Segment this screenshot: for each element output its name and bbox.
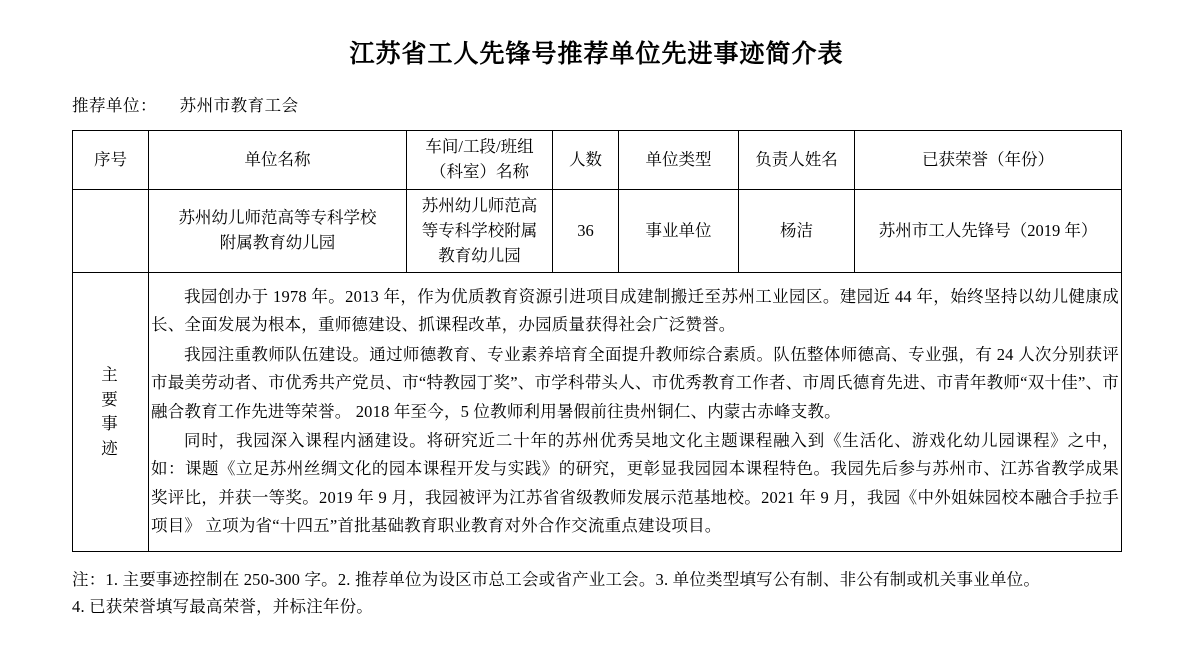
header-honors: 已获荣誉（年份） bbox=[855, 131, 1122, 190]
deeds-label-char-3: 迹 bbox=[101, 439, 120, 458]
table-header-row bbox=[73, 131, 1122, 190]
recommend-unit-label: 推荐单位： bbox=[72, 96, 157, 115]
deeds-row-label bbox=[73, 273, 149, 552]
cell-seq bbox=[73, 190, 149, 273]
deeds-paragraph: 我园创办于 1978 年。2013 年，作为优质教育资源引进项目成建制搬迁至苏州工业园区。建园近 44 年，始终坚持以幼儿健康成长、全面发展为根本，重师德建设、抓课程改革，办园质量获得社会广泛赞誉。 bbox=[151, 287, 1119, 335]
header-seq: 序号 bbox=[73, 131, 149, 190]
header-dept-name-line1: 车间/工段/班组 bbox=[425, 137, 534, 157]
cell-dept-name bbox=[407, 190, 553, 273]
table-row bbox=[73, 190, 1122, 273]
recommend-unit-line bbox=[72, 92, 1121, 116]
deeds-label-char-2: 事 bbox=[101, 414, 120, 434]
footer-note-line-1: 注：1. 主要事迹控制在 250-300 字。2. 推荐单位为设区市总工会或省产业工会。3. 单位类型填写公有制、非公有制或机关事业单位。 bbox=[72, 570, 1041, 590]
deeds-paragraph: 我园注重教师队伍建设。通过师德教育、专业素养培育全面提升教师综合素质。队伍整体师德高、专业强，有 24 人次分别获评市最美劳动者、市优秀共产党员、市“特教园丁奖”、市学科带头人、市优秀教育工作者、市周氏德育先进、市青年教师“双十佳”、市融合教育工作先进等荣誉。 2018 年至今，5 位教师利用暑假前往贵州铜仁、内蒙古赤峰支教。 bbox=[151, 344, 1119, 421]
table-header bbox=[73, 131, 1122, 190]
footer-note-line-2: 4. 已获荣誉填写最高荣誉，并标注年份。 bbox=[72, 597, 373, 617]
page-title: 江苏省工人先锋号推荐单位先进事迹简介表 bbox=[349, 40, 844, 68]
table-row-deeds bbox=[73, 273, 1122, 552]
deeds-label-char-1: 要 bbox=[101, 389, 120, 409]
cell-leader-name: 杨洁 bbox=[739, 190, 855, 273]
header-dept-name-line2: （科室）名称 bbox=[430, 162, 529, 181]
header-dept-name bbox=[407, 131, 553, 190]
footer-notes bbox=[72, 566, 1121, 620]
recommend-unit-value: 苏州市教育工会 bbox=[179, 96, 299, 115]
header-leader-name: 负责人姓名 bbox=[739, 131, 855, 190]
deeds-label-char-0: 主 bbox=[101, 364, 120, 384]
cell-unit-name-line2: 附属教育幼儿园 bbox=[219, 233, 336, 253]
table-body bbox=[73, 190, 1122, 552]
header-unit-name: 单位名称 bbox=[149, 131, 407, 190]
deeds-content-cell bbox=[149, 273, 1122, 552]
document-page bbox=[0, 34, 1193, 665]
advanced-deeds-table bbox=[72, 130, 1122, 552]
header-unit-type: 单位类型 bbox=[619, 131, 739, 190]
cell-people-count: 36 bbox=[553, 190, 619, 273]
cell-unit-name-line1: 苏州幼儿师范高等专科学校 bbox=[178, 208, 377, 228]
cell-dept-name-line3: 教育幼儿园 bbox=[438, 245, 521, 265]
cell-unit-type: 事业单位 bbox=[619, 190, 739, 273]
cell-unit-name bbox=[149, 190, 407, 273]
cell-dept-name-line1: 苏州幼儿师范高 bbox=[421, 196, 538, 215]
header-people-count: 人数 bbox=[553, 131, 619, 190]
cell-dept-name-line2: 等专科学校附属 bbox=[421, 220, 538, 240]
deeds-paragraph: 同时，我园深入课程内涵建设。将研究近二十年的苏州优秀吴地文化主题课程融入到《生活化、游戏化幼儿园课程》之中，如：课题《立足苏州丝绸文化的园本课程开发与实践》的研究，更彰显我园园本课程特色。我园先后参与苏州市、江苏省教学成果奖评比，并获一等奖。2019 年 9 月，我园被评为江苏省省级教师发展示范基地校。2021 年 9 月，我园《中外姐妹园校本融合手拉手项目》 立项为省“十四五”首批基础教育职业教育对外合作交流重点建设项目。 bbox=[151, 430, 1119, 536]
cell-honors: 苏州市工人先锋号（2019 年） bbox=[855, 190, 1122, 273]
